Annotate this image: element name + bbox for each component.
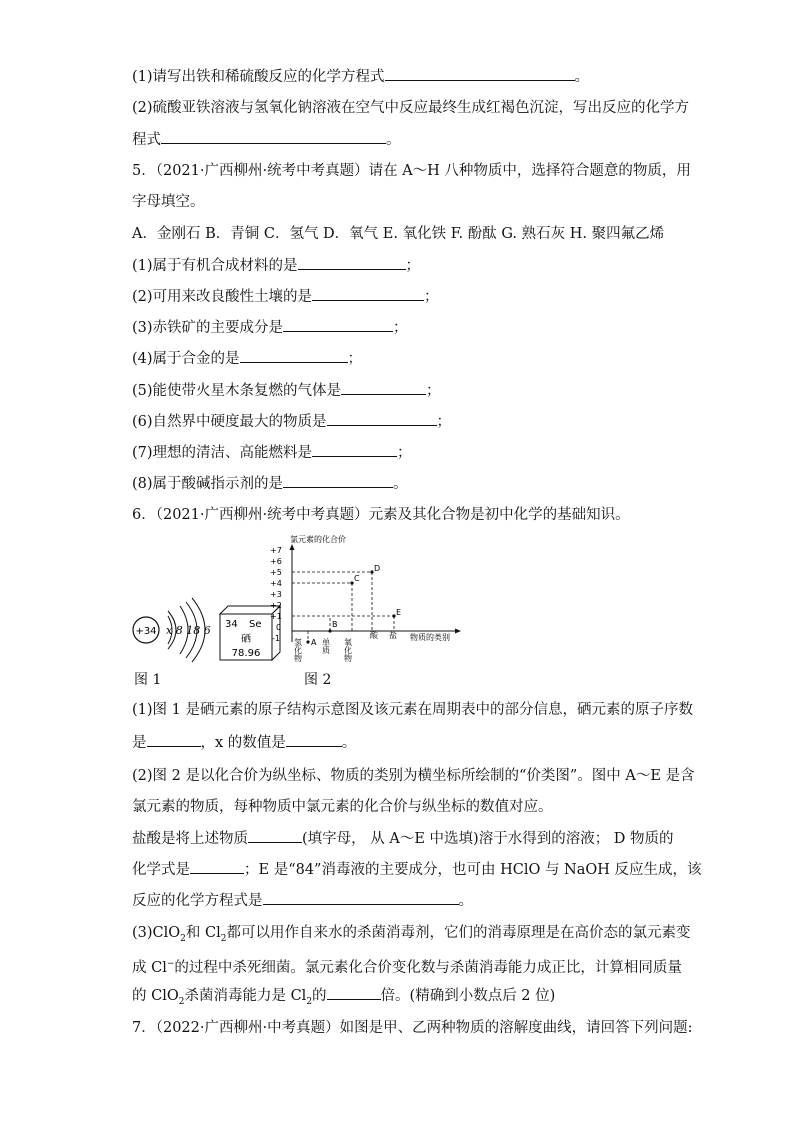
y-tick-label: 0	[276, 623, 282, 632]
point-b-label: B	[332, 620, 338, 629]
q5-stem-line1: 5．（2021·广西柳州·统考中考真题）请在 A～H 八种物质中，选择符合题意的物质，用	[132, 163, 691, 179]
y-axis-arrow	[290, 544, 295, 550]
q6-part2-end: 。	[458, 893, 473, 909]
q6-stem: 6．（2021·广西柳州·统考中考真题）元素及其化合物是初中化学的基础知识。	[132, 507, 630, 523]
q6-part1-line1: (1)图 1 是硒元素的原子结构示意图及该元素在周期表中的部分信息，硒元素的原子序数	[132, 702, 693, 718]
point-labels	[311, 564, 401, 647]
q5-item-end: ；	[424, 289, 439, 305]
q4-part2-line1: (2)硫酸亚铁溶液与氢氧化钠溶液在空气中反应最终生成红褐色沉淀，写出反应的化学方	[132, 100, 690, 116]
answer-blank[interactable]	[312, 442, 397, 457]
y-tick-label: -1	[272, 634, 280, 643]
q5-options: A．金刚石 B．青铜 C．氢气 D．氧气 E. 氧化铁 F. 酚酞 G. 熟石灰 H. 聚四氟乙烯	[132, 226, 665, 242]
answer-blank[interactable]	[283, 473, 393, 488]
q6-part3-text: 成 Cl	[132, 959, 167, 976]
x-category-label: 氢化物	[293, 638, 303, 662]
q6-part2-text: ；E 是“84”消毒液的主要成分，也可由 HClO 与 NaOH 反应生成，该	[244, 862, 702, 878]
answer-blank[interactable]	[298, 255, 406, 270]
point-b-marker	[328, 629, 331, 632]
q6-part3-text: 杀菌消毒能力是 Cl	[184, 988, 307, 1004]
q6-part2-text: (填字母， 从 A～E 中选填)溶于水得到的溶液； D 物质的	[302, 831, 674, 847]
element-symbol: Se	[249, 619, 262, 630]
q6-part3-text: 的过程中杀死细菌。氯元素化合价变化数与杀菌消毒能力成正比，计算相同质量	[174, 959, 682, 976]
q6-part2-line2: 氯元素的物质，每种物质中氯元素的化合价与纵坐标的数值对应。	[132, 799, 553, 815]
q6-part3-text: 的	[312, 988, 327, 1004]
q4-part1	[132, 66, 589, 87]
y-tick-label: +1	[270, 612, 282, 621]
q6-part3-line1	[132, 923, 690, 949]
x-axis-arrow	[455, 629, 461, 634]
y-ticks	[270, 546, 282, 643]
answer-blank[interactable]	[327, 411, 437, 426]
point-e-label: E	[396, 608, 402, 617]
superscript: −	[166, 959, 175, 969]
q4-part2-text: 程式	[132, 132, 161, 148]
atomic-number: 34	[225, 619, 238, 630]
figure-2	[268, 532, 464, 664]
q7-stem: 7．（2022·广西柳州·中考真题）如图是甲、乙两种物质的溶解度曲线，请回答下列问题:	[132, 1020, 693, 1036]
q5-item-end: ；	[436, 414, 452, 430]
electron-shells: x 8 18 6	[166, 624, 211, 637]
x-category-label: 氧化物	[343, 638, 353, 662]
q5-item-2	[132, 286, 439, 307]
q5-item-text: (1)属于有机合成材料的是	[132, 258, 298, 274]
y-tick-label: +6	[270, 557, 282, 566]
point-d-label: D	[374, 564, 381, 573]
q6-part2-line3	[132, 828, 674, 849]
answer-blank[interactable]	[286, 732, 342, 747]
q6-part3-line3	[132, 985, 555, 1012]
x-axis-label: 物质的类别	[410, 633, 450, 642]
point-a-marker	[306, 640, 309, 643]
figure-2-label: 图 2	[304, 672, 332, 688]
q5-item-3	[132, 317, 408, 338]
q6-part3-text: 倍。(精确到小数点后 2 位)	[380, 988, 556, 1004]
q6-part1-end: 。	[341, 735, 357, 751]
q5-item-end: ；	[405, 258, 421, 274]
q5-item-1	[132, 255, 420, 276]
answer-blank[interactable]	[161, 129, 386, 144]
point-a-label: A	[311, 638, 317, 647]
q6-part2-text: 盐酸是将上述物质	[132, 831, 248, 847]
figure-1-label: 图 1	[134, 672, 162, 688]
q5-item-end: ；	[397, 445, 412, 461]
q5-item-text: (4)属于合金的是	[132, 351, 240, 367]
y-tick-label: +3	[270, 590, 282, 599]
atomic-mass: 78.96	[231, 648, 261, 659]
answer-blank[interactable]	[385, 66, 575, 81]
q6-part2-text: 反应的化学方程式是	[132, 893, 263, 909]
element-name: 硒	[241, 634, 251, 645]
point-c-label: C	[354, 574, 360, 583]
x-category-label: 酸	[370, 631, 378, 640]
q6-part2-line4	[132, 859, 702, 880]
q5-item-end: ；	[393, 320, 408, 336]
y-tick-label: +5	[270, 568, 282, 577]
subscript: 2	[178, 996, 185, 1007]
q6-part2-line5	[132, 890, 473, 911]
q6-part3-text: 都可以用作自来水的杀菌消毒剂，它们的消毒原理是在高价态的氯元素变	[226, 925, 691, 941]
q5-item-text: (2)可用来改良酸性土壤的是	[132, 289, 313, 305]
data-points	[306, 570, 395, 643]
q5-item-5	[132, 380, 441, 401]
q5-item-text: (3)赤铁矿的主要成分是	[132, 320, 284, 336]
q6-part2-line1: (2)图 2 是以化合价为纵坐标、物质的类别为横坐标所绘制的“价类图”。图中 A～E 是含	[132, 768, 695, 784]
answer-blank[interactable]	[327, 985, 381, 1000]
y-tick-label: +7	[270, 546, 282, 555]
q6-part3-text: 和 Cl	[185, 925, 221, 941]
x-category-label: 盐	[389, 631, 397, 640]
q5-item-end: 。	[393, 476, 408, 492]
q6-part3-line2	[132, 954, 682, 978]
answer-blank[interactable]	[248, 828, 302, 843]
subscript: 2	[180, 933, 186, 944]
q5-stem-line2: 字母填空。	[132, 194, 205, 210]
y-tick-label: +4	[270, 579, 282, 588]
subscript: 2	[220, 933, 227, 944]
answer-blank[interactable]	[190, 859, 244, 874]
q4-part2-end: 。	[386, 132, 401, 148]
q4-part2-line2	[132, 129, 401, 150]
answer-blank[interactable]	[147, 732, 201, 747]
q5-item-7	[132, 442, 412, 463]
x-categories	[294, 630, 398, 663]
subscript: 2	[306, 996, 313, 1007]
q5-item-text: (8)属于酸碱指示剂的是	[132, 476, 284, 492]
q6-part1-line2	[132, 732, 356, 753]
q5-item-6	[132, 411, 451, 432]
nucleus-charge: +34	[135, 626, 157, 637]
q5-item-text: (5)能使带火星木条复燃的气体是	[132, 383, 342, 399]
answer-blank[interactable]	[240, 348, 348, 363]
q5-item-end: ；	[347, 351, 363, 367]
answer-blank[interactable]	[283, 317, 393, 332]
answer-blank[interactable]	[341, 380, 426, 395]
y-tick-label: +2	[270, 601, 282, 610]
q5-item-end: ；	[426, 383, 441, 399]
x-category-label: 单质	[321, 638, 331, 654]
q6-part3-text: 的 ClO	[132, 988, 179, 1004]
q4-part1-end: 。	[574, 69, 590, 85]
q6-part1-text: 是	[132, 735, 147, 751]
q5-item-8	[132, 473, 408, 494]
answer-blank[interactable]	[263, 890, 459, 905]
y-axis-label: 氯元素的化合价	[290, 535, 346, 544]
q6-part1-text: ，x 的数值是	[200, 735, 286, 751]
q5-item-4	[132, 348, 362, 369]
q5-item-text: (7)理想的清洁、高能燃料是	[132, 445, 313, 461]
q6-part3-text: (3)ClO	[132, 925, 181, 941]
q4-part1-text: (1)请写出铁和稀硫酸反应的化学方程式	[132, 69, 385, 85]
q5-item-text: (6)自然界中硬度最大的物质是	[132, 414, 327, 430]
answer-blank[interactable]	[312, 286, 424, 301]
q6-part2-text: 化学式是	[132, 862, 190, 878]
